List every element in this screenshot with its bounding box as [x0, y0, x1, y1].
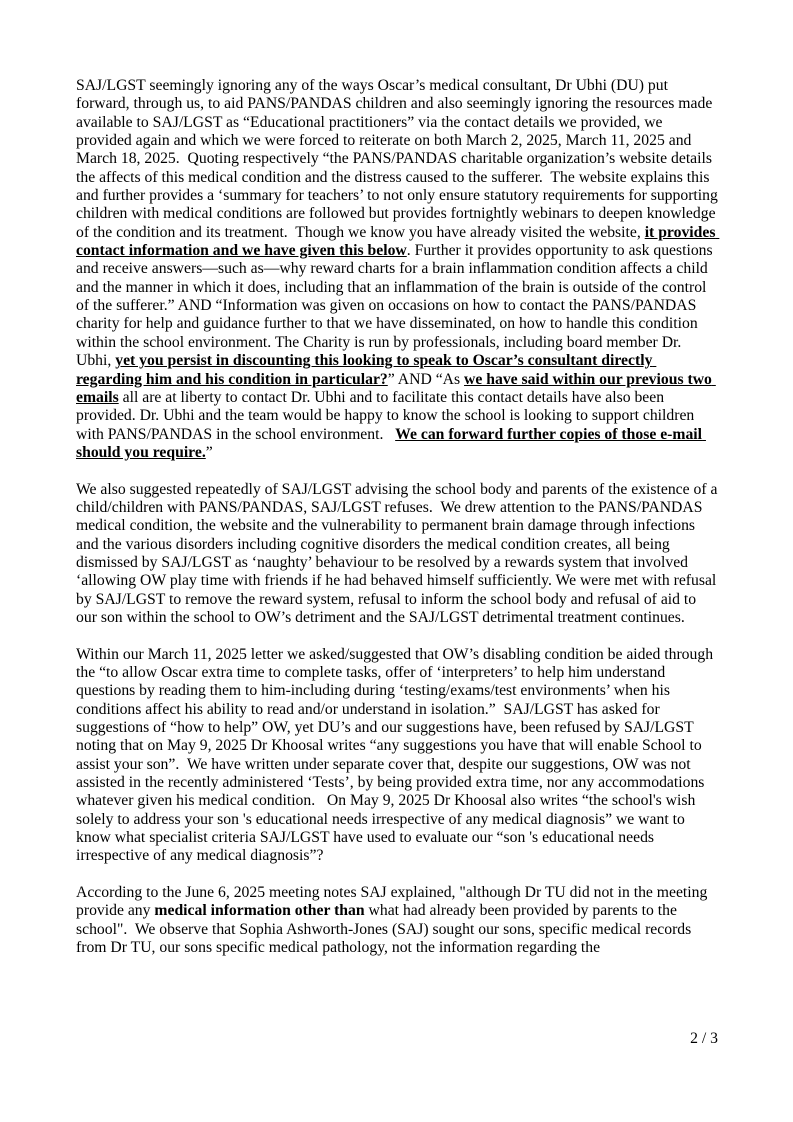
text-run: what had already been provided by parents to the school". We observe that Sophia Ashworth-Jones (SAJ) sought our sons, specific medical records from Dr TU, our sons specific medical pathology, not the information regarding the — [76, 902, 696, 957]
page-number: 2 / 3 — [690, 1030, 718, 1047]
text-run: We can forward further copies of those e-mail should you require. — [76, 425, 706, 461]
text-run: we have said within our previous two emails — [76, 370, 716, 406]
text-run: . Further it provides opportunity to ask questions and receive answers—such as—why reward charts for a brain inflammation condition affects a child and the manner in which it does, including that an inflammation of the brain is outside of the control of the sufferer.” AND “Information was given on occasions on how to contact the PANS/PANDAS charity for help and guidance further to that we have disseminated, on how to handle this condition within the school environment. The Charity is run by professionals, including board member Dr. Ubhi, — [76, 242, 717, 370]
text-run: Within our March 11, 2025 letter we asked/suggested that OW’s disabling condition be aided through the “to allow Oscar extra time to complete tasks, offer of ‘interpreters’ to help him understand questions by reading them to him-including during ‘testing/exams/test environments’ when his conditions affect his ability to read and/or understand in isolation.” SAJ/LGST has asked for suggestions of “how to help” OW, yet DU’s and our suggestions have, been refused by SAJ/LGST noting that on May 9, 2025 Dr Khoosal writes “any suggestions you have that will enable School to assist your son”. We have written under separate cover that, despite our suggestions, OW was not assisted in the recently administered ‘Tests’, by being provided extra time, nor any accommodations whatever given his medical condition. On May 9, 2025 Dr Khoosal also writes “the school's wish solely to address your son 's educational needs irrespective of any medical diagnosis” we want to know what specialist criteria SAJ/LGST have used to evaluate our “son 's educational needs irrespective of any medical diagnosis”? — [76, 645, 717, 865]
text-run: According to the June 6, 2025 meeting notes SAJ explained, "although Dr TU did not in the meeting provide any — [76, 884, 712, 920]
paragraph-2 — [76, 480, 722, 628]
text-run: We also suggested repeatedly of SAJ/LGST advising the school body and parents of the existence of a child/children with PANS/PANDAS, SAJ/LGST refuses. We drew attention to the PANS/PANDAS medical condition, the website and the vulnerability to permanent brain damage through infections and the various disorders including cognitive disorders the medical condition creates, all being dismissed by SAJ/LGST as ‘naughty’ behaviour to be resolved by a rewards system that involved ‘allowing OW play time with friends if he had behaved himself sufficiently. We were met with refusal by SAJ/LGST to remove the reward system, refusal to inform the school body and refusal of aid to our son within the school to OW’s detriment and the SAJ/LGST detrimental treatment continues. — [76, 480, 722, 626]
text-run: it provides contact information and we have given this below — [76, 223, 720, 260]
paragraph-4 — [76, 884, 718, 957]
text-run: ” — [205, 443, 213, 461]
text-run: ” AND “As — [387, 370, 465, 388]
paragraph-3 — [76, 646, 718, 866]
text-run: yet you persist in discounting this looking to speak to Oscar’s consultant directly regarding him and his condition in particular? — [76, 352, 657, 388]
text-run: medical information other than — [154, 902, 365, 920]
document-body — [76, 77, 722, 976]
text-run: SAJ/LGST seemingly ignoring any of the ways Oscar’s medical consultant, Dr Ubhi (DU) put forward, through us, to aid PANS/PANDAS children and also seemingly ignoring the resources made available to SAJ/LGST as “Educational practitioners” via the contact details we provided, we provided again and which we were forced to reiterate on both March 2, 2025, March 11, 2025 and March 18, 2025. Quoting respectively “the PANS/PANDAS charitable organization’s website details the affects of this medical condition and the distress caused to the sufferer. The website explains this and further provides a ‘summary for teachers’ to not only ensure statutory requirements for supporting children with medical conditions are followed but provides fortnightly webinars to deepen knowledge of the condition and its treatment. Though we know you have already visited the website, — [76, 77, 722, 241]
text-run: all are at liberty to contact Dr. Ubhi and to facilitate this contact details have also been provided. Dr. Ubhi and the team would be happy to know the school is looking to support children with PANS/PANDAS in the school environment. — [76, 388, 699, 443]
paragraph-1 — [76, 77, 722, 462]
